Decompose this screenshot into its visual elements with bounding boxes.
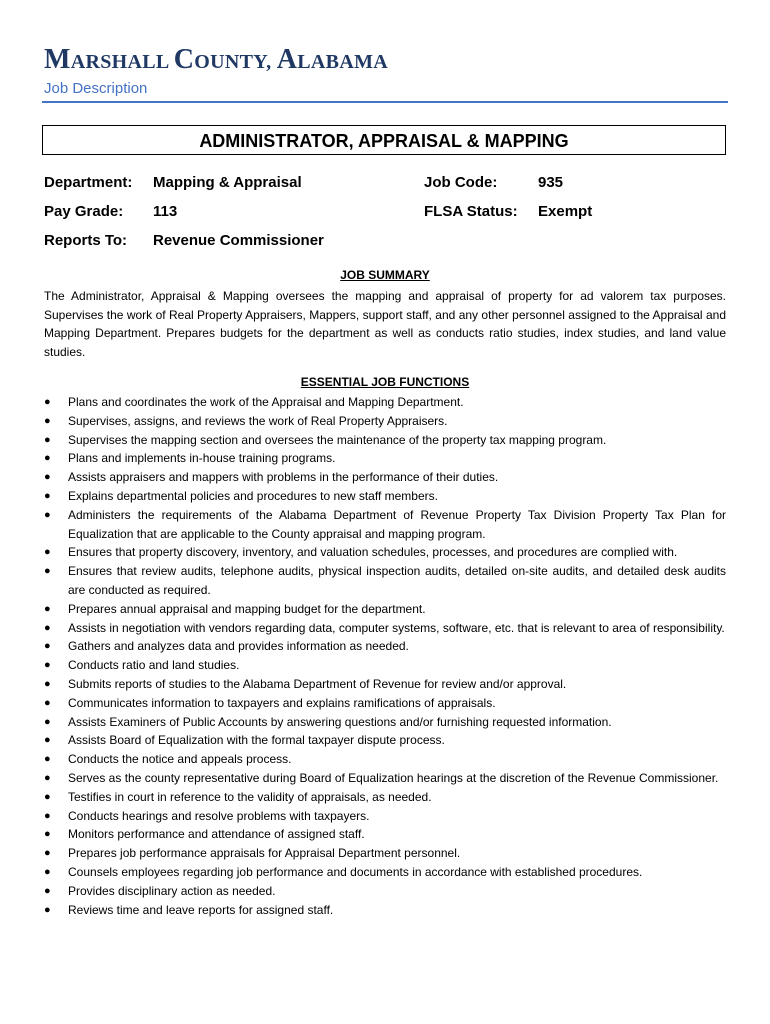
function-text: Plans and coordinates the work of the Appraisal and Mapping Department. [68, 395, 464, 409]
function-text: Counsels employees regarding job performance and documents in accordance with established procedures. [68, 864, 643, 879]
bullet-icon: ● [44, 809, 51, 822]
flsa-status-label: FLSA Status: [424, 203, 518, 220]
bullet-icon: ● [44, 715, 51, 728]
function-list-item [44, 506, 726, 544]
county-title-part: LABAMA [297, 51, 388, 73]
function-list-item [44, 788, 726, 807]
function-list-item [44, 825, 726, 844]
job-code-label: Job Code: [424, 174, 498, 191]
bullet-icon: ● [44, 621, 51, 634]
function-list-item [44, 675, 726, 694]
county-title-part: M [44, 44, 71, 75]
bullet-icon: ● [44, 790, 51, 803]
county-title-part: A [276, 44, 298, 75]
department-label: Department: [44, 174, 133, 191]
function-text: Conducts ratio and land studies. [68, 658, 240, 673]
function-text: Supervises, assigns, and reviews the work of Real Property Appraisers. [68, 413, 448, 428]
county-title [44, 44, 388, 76]
bullet-icon: ● [44, 884, 51, 897]
function-text: Prepares job performance appraisals for Appraisal Department personnel. [68, 846, 461, 861]
pay-grade-value: 113 [153, 203, 178, 220]
county-title-part: ARSHALL [70, 51, 174, 73]
function-text: Plans and implements in-house training programs. [68, 451, 336, 466]
function-list-item [44, 769, 726, 788]
function-list-item [44, 844, 726, 863]
bullet-icon: ● [44, 865, 51, 878]
function-text: Assists Board of Equalization with the formal taxpayer dispute process. [68, 733, 445, 748]
function-list-item [44, 807, 726, 826]
function-text: Conducts hearings and resolve problems with taxpayers. [68, 808, 370, 823]
bullet-icon: ● [44, 471, 51, 484]
job-summary-text: The Administrator, Appraisal & Mapping oversees the mapping and appraisal of property for ad valorem tax purposes. Supervises the work of Real Property Appraisers, Mappers, support staff, and any other personnel assigned to the Appraisal and Mapping Department. Prepares budgets for the department as well as conducts ratio studies, index studies, and land value studies. [44, 289, 726, 359]
department-value: Mapping & Appraisal [153, 174, 302, 191]
bullet-icon: ● [44, 696, 51, 709]
function-list-item [44, 487, 726, 506]
job-summary-heading: JOB SUMMARY [340, 268, 430, 282]
function-list-item [44, 449, 726, 468]
reports-to-value: Revenue Commissioner [153, 232, 324, 249]
function-list-item [44, 901, 726, 920]
function-list-item [44, 731, 726, 750]
function-list-item [44, 431, 726, 450]
function-list-item [44, 656, 726, 675]
function-text: Prepares annual appraisal and mapping budget for the department. [68, 601, 426, 616]
function-text: Provides disciplinary action as needed. [68, 883, 276, 898]
function-list-item [44, 412, 726, 431]
function-text: Serves as the county representative during Board of Equalization hearings at the discretion of the Revenue Commissioner. [68, 770, 719, 785]
job-title-box: ADMINISTRATOR, APPRAISAL & MAPPING [42, 125, 726, 155]
bullet-icon: ● [44, 565, 51, 578]
function-text: Administers the requirements of the Alabama Department of Revenue Property Tax Division Property Tax Plan for Equalization that are applicable to the County appraisal and mapping program. [68, 507, 726, 541]
county-title-part: C [173, 44, 195, 75]
function-text: Communicates information to taxpayers and explains ramifications of appraisals. [68, 695, 496, 710]
bullet-icon: ● [44, 903, 51, 916]
function-text: Ensures that property discovery, inventory, and valuation schedules, processes, and procedures are complied with. [68, 545, 678, 560]
bullet-icon: ● [44, 602, 51, 615]
reports-to-label: Reports To: [44, 232, 128, 249]
bullet-icon: ● [44, 847, 51, 860]
function-text: Supervises the mapping section and oversees the maintenance of the property tax mapping program. [68, 432, 607, 447]
essential-functions-list [44, 393, 726, 919]
function-list-item [44, 863, 726, 882]
bullet-icon: ● [44, 508, 51, 521]
bullet-icon: ● [44, 546, 51, 559]
bullet-icon: ● [44, 414, 51, 427]
function-list-item [44, 600, 726, 619]
bullet-icon: ● [44, 677, 51, 690]
bullet-icon: ● [44, 433, 51, 446]
function-list-item [44, 543, 726, 562]
function-list-item [44, 713, 726, 732]
function-list-item [44, 750, 726, 769]
function-text: Explains departmental policies and procedures to new staff members. [68, 488, 438, 503]
function-text: Testifies in court in reference to the validity of appraisals, as needed. [68, 789, 432, 804]
bullet-icon: ● [44, 452, 51, 465]
bullet-icon: ● [44, 396, 51, 408]
bullet-icon: ● [44, 640, 51, 653]
essential-functions-heading: ESSENTIAL JOB FUNCTIONS [300, 375, 470, 389]
function-list-item [44, 637, 726, 656]
bullet-icon: ● [44, 771, 51, 784]
function-list-item [44, 882, 726, 901]
function-text: Reviews time and leave reports for assigned staff. [68, 902, 334, 917]
function-text: Assists appraisers and mappers with problems in the performance of their duties. [68, 470, 499, 485]
document-type-subtitle: Job Description [44, 80, 148, 97]
header-divider [42, 101, 728, 103]
bullet-icon: ● [44, 659, 51, 672]
county-title-part: OUNTY, [194, 51, 277, 73]
job-code-value: 935 [538, 174, 564, 191]
function-list-item [44, 694, 726, 713]
bullet-icon: ● [44, 828, 51, 841]
function-list-item [44, 393, 726, 412]
function-text: Gathers and analyzes data and provides information as needed. [68, 639, 409, 654]
function-list-item [44, 562, 726, 600]
pay-grade-label: Pay Grade: [44, 203, 124, 220]
function-text: Submits reports of studies to the Alabama Department of Revenue for review and/or approval. [68, 676, 567, 691]
function-text: Assists Examiners of Public Accounts by answering questions and/or furnishing requested information. [68, 714, 612, 729]
flsa-status-value: Exempt [538, 203, 593, 220]
function-list-item [44, 619, 726, 638]
function-text: Monitors performance and attendance of assigned staff. [68, 827, 365, 842]
function-text: Conducts the notice and appeals process. [68, 752, 292, 767]
bullet-icon: ● [44, 753, 51, 766]
function-text: Ensures that review audits, telephone audits, physical inspection audits, detailed on-site audits, and detailed desk audits are conducted as required. [68, 564, 726, 597]
bullet-icon: ● [44, 489, 51, 502]
bullet-icon: ● [44, 734, 51, 747]
function-list-item [44, 468, 726, 487]
function-text: Assists in negotiation with vendors regarding data, computer systems, software, etc. that is relevant to area of responsibility. [68, 620, 725, 635]
